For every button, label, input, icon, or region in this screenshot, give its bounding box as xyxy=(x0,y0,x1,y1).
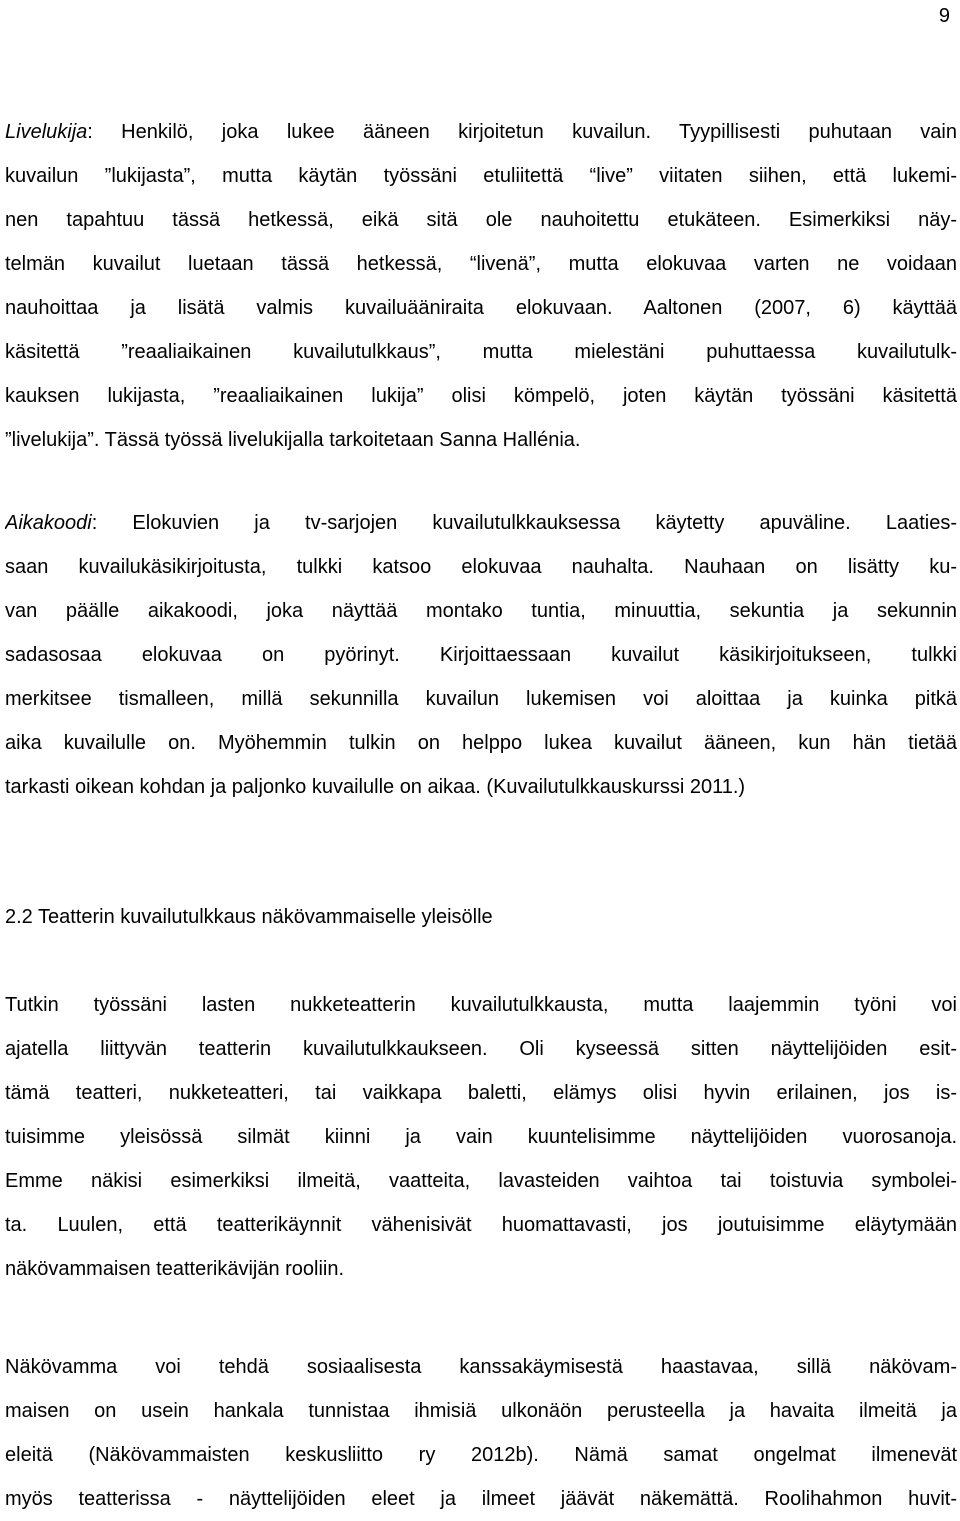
text-line: kauksen lukijasta, ”reaaliaikainen lukija” olisi kömpelö, joten käytän työssäni käsitettä xyxy=(5,385,957,407)
text-line: merkitsee tismalleen, millä sekunnilla kuvailun lukemisen voi aloittaa ja kuinka pitkä xyxy=(5,688,957,710)
text-line: tarkasti oikean kohdan ja paljonko kuvailulle on aikaa. (Kuvailutulkkauskurssi 2011.) xyxy=(5,776,746,798)
definition-livelukija xyxy=(5,110,957,462)
text-line: näkövammaisen teatterikävijän rooliin. xyxy=(5,1258,345,1280)
text-line xyxy=(5,110,957,154)
text-line: kuvailun ”lukijasta”, mutta käytän työssäni etuliitettä “live” viitaten siihen, että lukemi- xyxy=(5,165,957,187)
text-line: aika kuvailulle on. Myöhemmin tulkin on helppo lukea kuvailut ääneen, kun hän tietää xyxy=(5,732,957,754)
body-paragraph xyxy=(5,1345,957,1521)
text-line: myös teatterissa - näyttelijöiden eleet ja ilmeet jäävät näkemättä. Roolihahmon huvit- xyxy=(5,1488,957,1510)
definition-aikakoodi xyxy=(5,501,957,809)
text-line: ajatella liittyvän teatterin kuvailutulkkaukseen. Oli kyseessä sitten näyttelijöiden esit- xyxy=(5,1038,957,1060)
text-line: saan kuvailukäsikirjoitusta, tulkki katsoo elokuvaa nauhalta. Nauhaan on lisätty ku- xyxy=(5,556,957,578)
text-line: sadasosaa elokuvaa on pyörinyt. Kirjoittaessaan kuvailut käsikirjoitukseen, tulkki xyxy=(5,644,957,666)
page-number: 9 xyxy=(938,5,950,27)
line-text: : Henkilö, joka lukee ääneen kirjoitetun kuvailun. Tyypillisesti puhutaan vain xyxy=(87,121,957,143)
text-line xyxy=(5,501,957,545)
text-line: ”livelukija”. Tässä työssä livelukijalla tarkoitetaan Sanna Hallénia. xyxy=(5,429,581,451)
text-line: maisen on usein hankala tunnistaa ihmisiä ulkonäön perusteella ja havaita ilmeitä ja xyxy=(5,1400,957,1422)
text-line: Emme näkisi esimerkiksi ilmeitä, vaatteita, lavasteiden vaihtoa tai toistuvia symbolei- xyxy=(5,1170,957,1192)
text-line: Näkövamma voi tehdä sosiaalisesta kanssakäymisestä haastavaa, sillä näkövam- xyxy=(5,1356,957,1378)
term-aikakoodi: Aikakoodi xyxy=(5,512,92,534)
text-line: Tutkin työssäni lasten nukketeatterin kuvailutulkkausta, mutta laajemmin työni voi xyxy=(5,994,957,1016)
text-line: nauhoittaa ja lisätä valmis kuvailuääniraita elokuvaan. Aaltonen (2007, 6) käyttää xyxy=(5,297,957,319)
text-line: telmän kuvailut luetaan tässä hetkessä, “livenä”, mutta elokuvaa varten ne voidaan xyxy=(5,253,957,275)
body-paragraph xyxy=(5,983,957,1291)
line-text: : Elokuvien ja tv-sarjojen kuvailutulkkauksessa käytetty apuväline. Laaties- xyxy=(91,512,957,534)
text-line: van päälle aikakoodi, joka näyttää montako tuntia, minuuttia, sekuntia ja sekunnin xyxy=(5,600,957,622)
term-livelukija: Livelukija xyxy=(5,121,88,143)
text-line: eleitä (Näkövammaisten keskusliitto ry 2012b). Nämä samat ongelmat ilmenevät xyxy=(5,1444,957,1466)
text-line: nen tapahtuu tässä hetkessä, eikä sitä ole nauhoitettu etukäteen. Esimerkiksi näy- xyxy=(5,209,957,231)
text-line: tämä teatteri, nukketeatteri, tai vaikkapa baletti, elämys olisi hyvin erilainen, jos is- xyxy=(5,1082,957,1104)
section-heading: 2.2 Teatterin kuvailutulkkaus näkövammaiselle yleisölle xyxy=(5,906,493,928)
text-line: ta. Luulen, että teatterikäynnit vähenisivät huomattavasti, jos joutuisimme eläytymään xyxy=(5,1214,957,1236)
text-line: käsitettä ”reaaliaikainen kuvailutulkkaus”, mutta mielestäni puhuttaessa kuvailutulk- xyxy=(5,341,957,363)
text-line: tuisimme yleisössä silmät kiinni ja vain kuuntelisimme näyttelijöiden vuorosanoja. xyxy=(5,1126,957,1148)
